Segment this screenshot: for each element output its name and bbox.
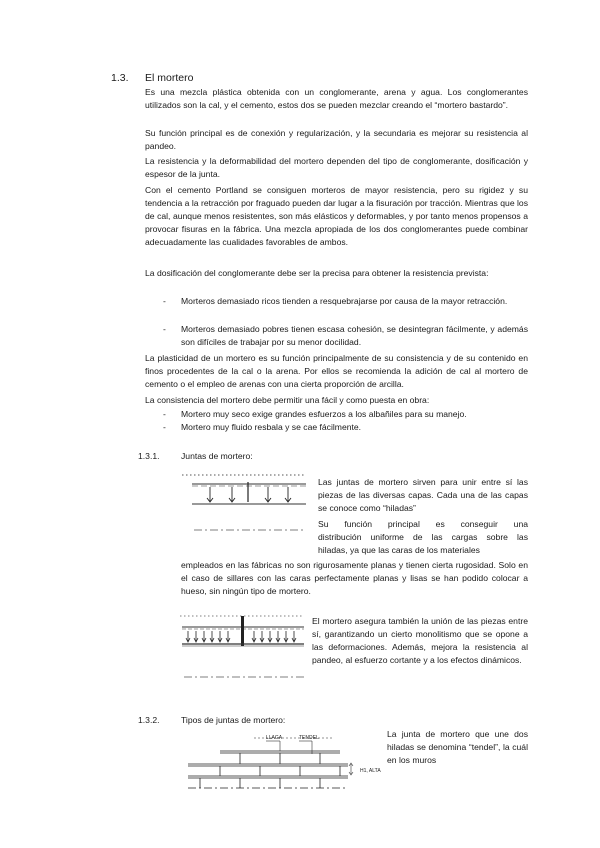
intro-paragraph: Su función principal es de conexión y regularización, y la secundaria es mejorar su resistencia al pandeo. [145, 128, 528, 151]
subsection-title: Juntas de mortero: [181, 451, 253, 461]
mortar-layers-figure [178, 610, 306, 684]
list-bullet: - [163, 409, 166, 419]
figure-label-height: H1, ALTA [360, 768, 381, 774]
list-bullet: - [163, 296, 166, 306]
list-item: Mortero muy fluido resbala y se cae fácilmente. [181, 422, 362, 432]
section-number: 1.3. [111, 72, 129, 84]
joints-function-line: hiladas, ya que las caras de los materiales [318, 545, 480, 555]
plasticity-paragraph: La consistencia del mortero debe permitir una fácil y como puesta en obra: [145, 395, 430, 405]
intro-paragraph: Es una mezcla plástica obtenida con un conglomerante, arena y agua. Los conglomerantes utilizados son la cal, y el cemento, estos dos se pueden mezclar creando el “mortero bastardo”. [145, 87, 528, 110]
figure-label-llaga: LLAGA [266, 735, 283, 741]
monolithism-paragraph: El mortero asegura también la unión de las piezas entre sí, garantizando un cierto monolitismo que se opone a las deformaciones. Además, mejora la resistencia al pandeo, al esfuerzo cortante y a los efectos dinámicos. [312, 616, 528, 665]
list-item: Morteros demasiado ricos tienden a resquebrajarse por causa de la mayor retracción. [181, 296, 508, 306]
joints-function-line: distribución uniforme de las cargas sobre las [318, 532, 528, 542]
subsection-title: Tipos de juntas de mortero: [181, 715, 286, 725]
intro-paragraph: La dosificación del conglomerante debe ser la precisa para obtener la resistencia prevista: [145, 268, 489, 278]
list-bullet: - [163, 422, 166, 432]
plasticity-paragraph: La plasticidad de un mortero es su función principalmente de su consistencia y de su contenido en finos procedentes de la cal o la arena. Por ellos se recomienda la adición de cal al mortero de cemento o el empleo de arenas con una cierta proporción de arcilla. [145, 353, 528, 389]
subsection-number: 1.3.2. [138, 715, 160, 725]
intro-paragraph: La resistencia y la deformabilidad del mortero dependen del tipo de conglomerante, dosificación y espesor de la junta. [145, 156, 528, 179]
intro-paragraph: Con el cemento Portland se consiguen morteros de mayor resistencia, pero su rigidez y su tendencia a la retracción por fraguado pueden dar lugar a la fisuración por tracción. Mientras que los de cal, aunque menos resistentes, son más elásticos y deformables, y por tanto menos propensos a provocar fisuras en la fábrica. Una mezcla apropiada de los dos conglomerantes puede combinar adecuadamente las cualidades favorables de ambos. [145, 185, 528, 247]
section-title: El mortero [145, 72, 194, 84]
figure-label-tendel: TENDEL [299, 735, 319, 741]
list-item: Mortero muy seco exige grandes esfuerzos a los albañiles para su manejo. [181, 409, 467, 419]
list-item: Morteros demasiado pobres tienen escasa cohesión, se desintegran fácilmente, y además son difíciles de trabajar por su menor docilidad. [181, 324, 528, 347]
joints-function-line: Su función principal es conseguir una [318, 519, 528, 529]
joints-paragraph: empleados en las fábricas no son rigurosamente planas y tienen cierta rugosidad. Solo en el caso de sillares con las caras perfectamente planas y lisas se han podido colocar a hueso, sin ningún tipo de mortero. [181, 560, 528, 596]
mortar-joint-figure [180, 470, 308, 536]
joints-description: Las juntas de mortero sirven para unir entre sí las piezas de las diversas capas. Cada una de las capas se conoce como “hiladas” [318, 477, 528, 513]
tendel-paragraph: La junta de mortero que une dos hiladas se denomina “tendel”, la cuál en los muros [387, 729, 528, 765]
brick-wall-figure [182, 728, 381, 790]
list-bullet: - [163, 324, 166, 334]
subsection-number: 1.3.1. [138, 451, 160, 461]
